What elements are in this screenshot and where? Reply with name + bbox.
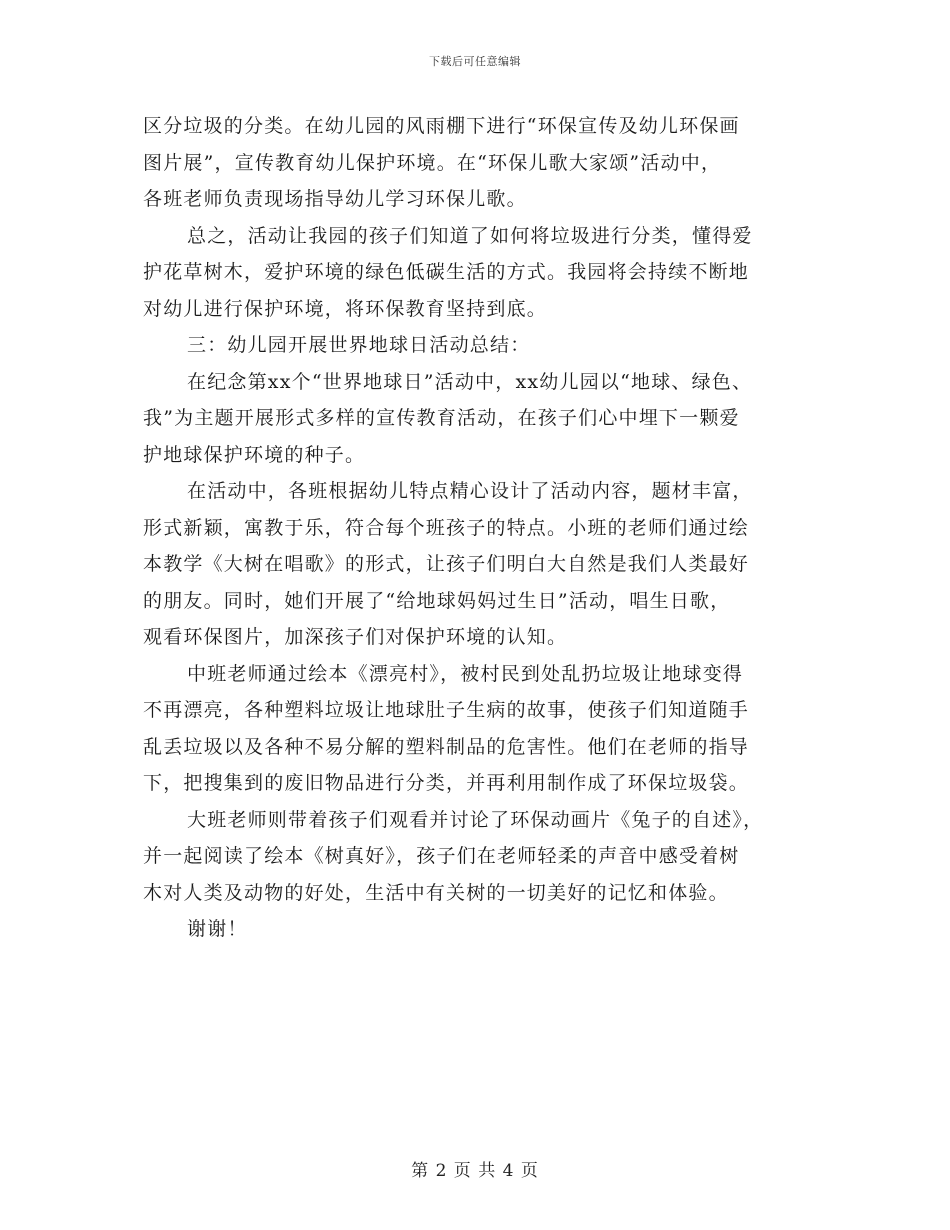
text-line: 我”为主题开展形式多样的宣传教育活动，在孩子们心中埋下一颗爱	[143, 407, 740, 429]
text-line: 乱丢垃圾以及各种不易分解的塑料制品的危害性。他们在老师的指导	[143, 735, 750, 758]
paragraph-start-line: 大班老师则带着孩子们观看并讨论了环保动画片《兔子的自述》，	[187, 808, 764, 831]
text-line: 图片展”，宣传教育幼儿保护环境。在“环保儿歌大家颂”活动中，	[143, 151, 722, 174]
text-line: 木对人类及动物的好处，生活中有关树的一切美好的记忆和体验。	[143, 881, 729, 904]
text-line: 本教学《大树在唱歌》的形式，让孩子们明白大自然是我们人类最好	[143, 553, 750, 575]
page-number-footer: 第 2 页 共 4 页	[411, 1161, 539, 1181]
document-body	[143, 108, 843, 948]
text-line: 下，把搜集到的废旧物品进行分类，并再利用制作成了环保垃圾袋。	[143, 772, 750, 794]
paragraph-start-line: 在活动中，各班根据幼儿特点精心设计了活动内容，题材丰富，	[187, 480, 753, 502]
paragraph-start-line: 总之，活动让我园的孩子们知道了如何将垃圾进行分类，懂得爱	[187, 224, 753, 247]
text-line: 区分垃圾的分类。在幼儿园的风雨棚下进行“环保宣传及幼儿环保画	[143, 115, 740, 137]
text-line: 不再漂亮，各种塑料垃圾让地球肚子生病的故事，使孩子们知道随手	[143, 699, 750, 721]
paragraph-start-line: 中班老师通过绘本《漂亮村》，被村民到处乱扔垃圾让地球变得	[187, 662, 744, 685]
text-line: 护花草树木，爱护环境的绿色低碳生活的方式。我园将会持续不断地	[143, 261, 750, 283]
text-line: 的朋友。同时，她们开展了“给地球妈妈过生日”活动，唱生日歌，	[143, 589, 731, 612]
closing-line: 谢谢！	[187, 918, 248, 940]
page-header: 下载后可任意编辑	[429, 55, 521, 68]
text-line: 护地球保护环境的种子。	[143, 443, 366, 466]
text-line: 观看环保图片，加深孩子们对保护环境的认知。	[143, 626, 568, 648]
text-line: 并一起阅读了绘本《树真好》，孩子们在老师轻柔的声音中感受着树	[143, 845, 740, 867]
section-heading: 三：幼儿园开展世界地球日活动总结：	[187, 334, 531, 356]
paragraph-start-line: 在纪念第xx个“世界地球日”活动中，xx幼儿园以“地球、绿色、	[187, 370, 753, 393]
text-line: 对幼儿进行保护环境，将环保教育坚持到底。	[143, 297, 548, 320]
text-line: 各班老师负责现场指导幼儿学习环保儿歌。	[143, 188, 527, 210]
text-line: 形式新颖，寓教于乐，符合每个班孩子的特点。小班的老师们通过绘	[143, 516, 750, 539]
